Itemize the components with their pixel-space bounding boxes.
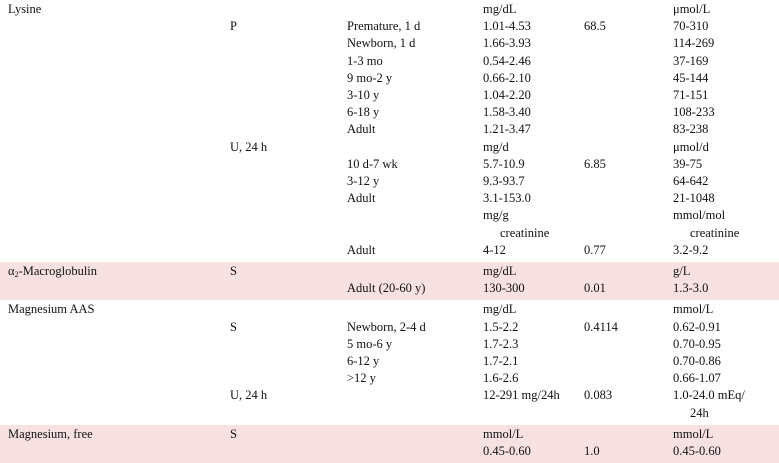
analyte-name: $\alpha_2$-Macroglobulin [8,264,98,279]
cell-conv: mg/d [483,139,509,154]
cell-pop: >12 y [347,371,376,386]
cell-pop: 5 mo-6 y [347,336,393,351]
cell-si: 0.62-0.91 [673,319,721,334]
cell-pop: Adult [347,122,376,137]
cell-si: 64-642 [673,174,709,188]
cell-pop: 1-3 mo [347,53,383,68]
cell-si: 0.70-0.86 [673,353,721,368]
cell-pop: 10 d-7 wk [347,156,398,171]
cell-si: 0.45-0.60 [673,443,721,458]
cell-pop: Newborn, 2-4 d [347,319,426,334]
cell-conv: 1.6-2.6 [483,371,519,386]
cell-si: 0.70-0.95 [673,336,721,351]
analyte-group [0,262,779,300]
cell-si: 114-269 [673,36,715,51]
cell-conv: 4-12 [483,242,506,257]
cell-pop: Newborn, 1 d [347,36,416,51]
cell-conv: 1.01-4.53 [483,19,531,34]
cell-pop: Adult (20-60 y) [347,281,426,296]
cell-si: μmol/L [673,2,711,16]
analyte-name: Magnesium AAS [8,302,95,317]
cell-conv: 0.66-2.10 [483,70,531,85]
cell-si: 71-151 [673,88,709,102]
cell-conv: 5.7-10.9 [483,156,525,171]
cell-conv: mg/dL [483,302,517,317]
cell-conv: 12-291 mg/24h [483,388,560,403]
cell-factor: 68.5 [584,19,606,34]
cell-conv: 1.7-2.1 [483,353,519,368]
cell-si: 1.3-3.0 [673,281,709,296]
cell-pop: 3-10 y [347,88,380,102]
analyte-group [0,425,779,463]
cell-conv: 0.45-0.60 [483,443,531,458]
cell-conv: 1.58-3.40 [483,105,531,120]
cell-conv: creatinine [500,225,550,240]
cell-spec: U, 24 h [230,139,268,154]
cell-si: 1.0-24.0 mEq/ [673,388,745,403]
cell-spec: S [230,426,237,441]
cell-si: 39-75 [673,156,703,171]
cell-pop: 9 mo-2 y [347,70,393,85]
cell-spec: U, 24 h [230,388,268,403]
cell-spec: P [230,19,237,34]
cell-conv: 1.66-3.93 [483,36,531,51]
cell-pop: Premature, 1 d [347,19,421,34]
cell-si: 0.66-1.07 [673,371,721,386]
cell-factor: 0.01 [584,281,606,296]
cell-conv: 1.04-2.20 [483,88,531,102]
cell-spec: S [230,264,237,278]
cell-conv: 1.7-2.3 [483,336,519,351]
cell-si: 21-1048 [673,191,715,206]
cell-conv: 1.5-2.2 [483,319,519,334]
cell-pop: Adult [347,191,376,206]
cell-conv: mg/g [483,208,509,223]
cell-spec: S [230,319,237,334]
cell-si: mmol/mol [673,208,726,223]
cell-si: 3.2-9.2 [673,242,709,257]
cell-si: 83-238 [673,122,709,137]
cell-pop: 6-12 y [347,353,380,368]
cell-si: mmol/L [673,302,714,317]
cell-factor: 1.0 [584,443,600,458]
cell-conv: mg/dL [483,264,517,278]
cell-conv: 1.21-3.47 [483,122,531,137]
cell-pop: 6-18 y [347,105,380,120]
cell-si: 24h [690,405,709,420]
cell-conv: 0.54-2.46 [483,53,531,68]
cell-si: 37-169 [673,53,709,68]
analyte-group [0,300,779,424]
analyte-name: Magnesium, free [8,426,93,441]
cell-si: 70-310 [673,19,709,34]
cell-pop: Adult [347,242,376,257]
cell-si: μmol/d [673,139,709,154]
cell-factor: 0.083 [584,388,613,403]
analyte-name: Lysine [8,2,42,16]
cell-factor: 0.77 [584,242,606,257]
cell-conv: mmol/L [483,426,524,441]
cell-factor: 0.4114 [584,319,618,334]
cell-pop: 3-12 y [347,174,380,188]
cell-si: 45-144 [673,70,709,85]
cell-conv: mg/dL [483,2,517,16]
cell-si: g/L [673,264,691,278]
cell-conv: 3.1-153.0 [483,191,531,206]
cell-conv: 130-300 [483,281,525,296]
cell-factor: 6.85 [584,156,606,171]
cell-si: mmol/L [673,426,714,441]
cell-si: 108-233 [673,105,715,120]
cell-si: creatinine [690,225,740,240]
cell-conv: 9.3-93.7 [483,174,525,188]
